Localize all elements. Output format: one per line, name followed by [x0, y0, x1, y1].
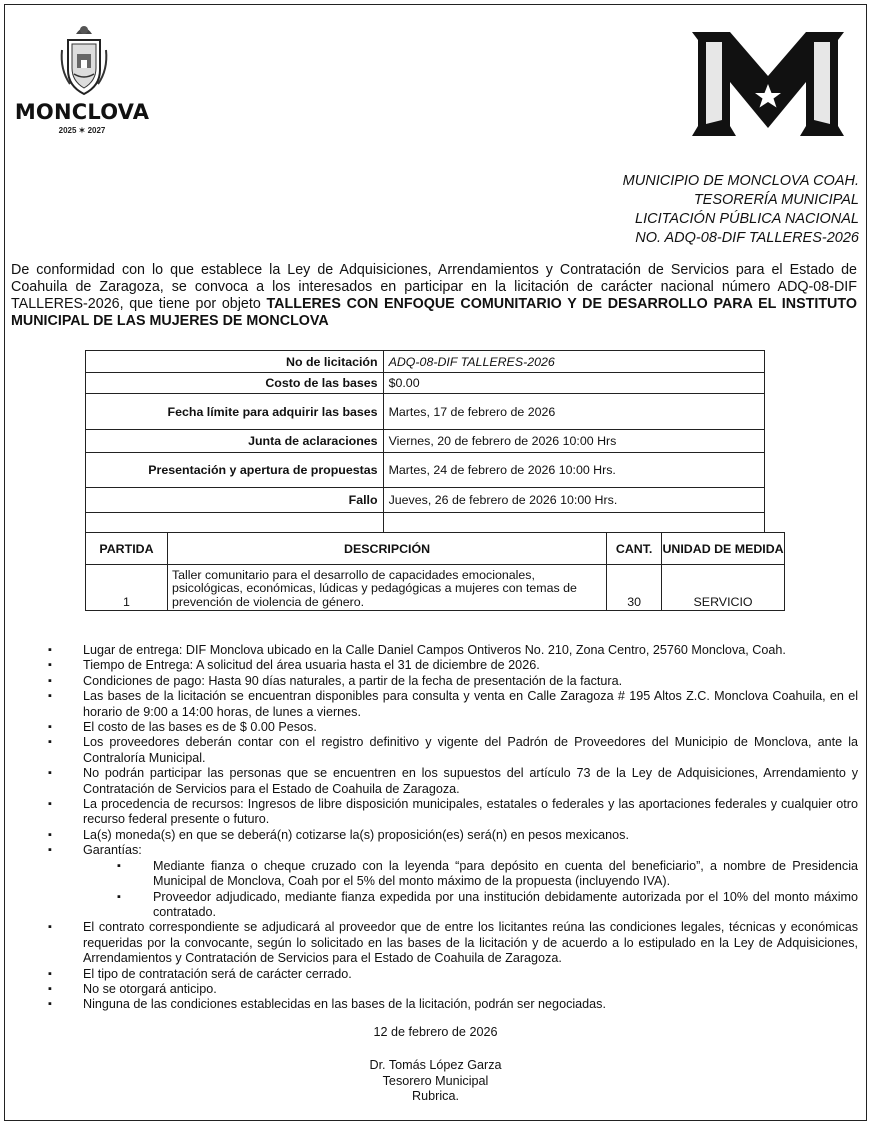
brand-years: 2025 ✶ 2027 [58, 126, 106, 135]
list-item: ▪ No se otorgará anticipo. [48, 982, 858, 997]
intro-object: TALLERES CON ENFOQUE COMUNITARIO Y DE DESARROLLO PARA EL INSTITUTO MUNICIPAL DE LAS MUJERES DE MONCLOVA [11, 296, 857, 329]
info-value: ADQ-08-DIF TALLERES-2026 [383, 351, 764, 373]
info-label: Fecha límite para adquirir las bases [86, 394, 384, 430]
info-value: Viernes, 20 de febrero de 2026 10:00 Hrs [383, 430, 764, 453]
info-label: Junta de aclaraciones [86, 430, 384, 453]
cell-unidad: SERVICIO [662, 565, 785, 611]
list-item: ▪ Tiempo de Entrega: A solicitud del área usuaria hasta el 31 de diciembre de 2026. [48, 658, 858, 673]
col-header-cant: CANT. [607, 533, 662, 565]
info-row [86, 394, 765, 430]
list-item: ▪ Proveedor adjudicado, mediante fianza expedida por una institución debidamente autorizada por el 10% del monto máximo contratado. [117, 890, 858, 921]
bid-info-table [85, 350, 765, 533]
header-block [623, 172, 859, 248]
list-item: ▪ Mediante fianza o cheque cruzado con la leyenda “para depósito en cuenta del beneficiario”, a nombre de Presidencia Municipal de Monclova, Coah por el 5% del monto máximo de la propuesta (incluyendo IVA). [117, 859, 858, 890]
info-row [86, 430, 765, 453]
col-header-unidad: UNIDAD DE MEDIDA [662, 533, 785, 565]
header-line: MUNICIPIO DE MONCLOVA COAH. [622, 173, 859, 189]
intro-text: De conformidad con lo que establece la Ley de Adquisiciones, Arrendamientos y Contratación de Servicios para el Estado de Coahuila de Zaragoza, se convoca a los interesados en participar en la licitación de carácter nacional número ADQ-08-DIF TALLERES-2026, que tiene por objeto [11, 262, 857, 312]
header-line: TESORERÍA MUNICIPAL [693, 192, 859, 208]
guarantees-label: Garantías: [83, 843, 142, 858]
signature-block [0, 1058, 871, 1105]
list-item: ▪ Las bases de la licitación se encuentran disponibles para consulta y venta en Calle Zaragoza # 195 Altos Z.C. Monclova Coahuila, en el horario de 9:00 a 14:00 horas, de lunes a viernes. [48, 689, 858, 720]
col-header-descripcion: DESCRIPCIÓN [167, 533, 606, 565]
cell-cant: 30 [607, 565, 662, 611]
list-item: ▪ La procedencia de recursos: Ingresos de libre disposición municipales, estatales o federales y las aportaciones federales y cualquier otro recurso federal presente o futuro. [48, 797, 858, 828]
monclova-logo [12, 20, 152, 140]
info-row [86, 373, 765, 394]
m-star-logo-icon [688, 30, 848, 138]
table-row [86, 565, 785, 611]
info-row-empty [86, 513, 765, 533]
items-table [85, 532, 785, 611]
info-label: No de licitación [86, 351, 384, 373]
guarantees-list [117, 859, 858, 921]
coat-of-arms-icon [56, 20, 112, 98]
list-item: ▪ El tipo de contratación será de carácter cerrado. [48, 967, 858, 982]
list-item: ▪ Lugar de entrega: DIF Monclova ubicado en la Calle Daniel Campos Ontiveros No. 210, Zona Centro, 25760 Monclova, Coah. [48, 643, 858, 658]
info-value: $0.00 [383, 373, 764, 394]
items-header-row [86, 533, 785, 565]
list-item: ▪ Los proveedores deberán contar con el registro definitivo y vigente del Padrón de Proveedores del Municipio de Monclova, ante la Contraloría Municipal. [48, 735, 858, 766]
cell-partida: 1 [86, 565, 168, 611]
list-item: ▪ Ninguna de las condiciones establecidas en las bases de la licitación, podrán ser negociadas. [48, 997, 858, 1012]
info-row [86, 453, 765, 488]
list-item: ▪ La(s) moneda(s) en que se deberá(n) cotizarse la(s) proposición(es) será(n) en pesos mexicanos. [48, 828, 858, 843]
issue-date: 12 de febrero de 2026 [373, 1025, 498, 1039]
header-line: LICITACIÓN PÚBLICA NACIONAL [635, 211, 859, 227]
list-item-guarantees [48, 843, 858, 920]
signature-note: Rubrica. [412, 1089, 459, 1103]
info-row [86, 488, 765, 513]
info-value: Martes, 17 de febrero de 2026 [383, 394, 764, 430]
info-row [86, 351, 765, 373]
info-label: Fallo [86, 488, 384, 513]
list-item: ▪ El contrato correspondiente se adjudicará al proveedor que de entre los licitantes reúna las condiciones legales, técnicas y económicas requeridas por la convocante, según lo solicitado en las bases de la licitación y de acuerdo a lo estipulado en la Ley de Adquisiciones, Arrendamientos y Contratación de Servicios para el Estado de Coahuila de Zaragoza. [48, 920, 858, 966]
list-item: ▪ El costo de las bases es de $ 0.00 Pesos. [48, 720, 858, 735]
list-item: ▪ No podrán participar las personas que se encuentren en los supuestos del artículo 73 de la Ley de Adquisiciones, Arrendamiento y Contratación de Servicios para el Estado de Coahuila de Zaragoza. [48, 766, 858, 797]
list-item: ▪ Condiciones de pago: Hasta 90 días naturales, a partir de la fecha de presentación de la factura. [48, 674, 858, 689]
signer-title: Tesorero Municipal [382, 1073, 489, 1088]
intro-paragraph [11, 262, 857, 330]
info-label: Presentación y apertura de propuestas [86, 453, 384, 488]
col-header-partida: PARTIDA [86, 533, 168, 565]
cell-descripcion: Taller comunitario para el desarrollo de capacidades emocionales, psicológicas, económicas, lúdicas y pedagógicas a mujeres con temas de prevención de violencia de género. [167, 565, 606, 611]
info-label: Costo de las bases [86, 373, 384, 394]
info-value: Martes, 24 de febrero de 2026 10:00 Hrs. [383, 453, 764, 488]
brand-name: MONCLOVA [14, 100, 150, 124]
signer-name: Dr. Tomás López Garza [369, 1058, 502, 1072]
header-line: NO. ADQ-08-DIF TALLERES-2026 [635, 230, 859, 246]
conditions-list [48, 643, 858, 1013]
info-value: Jueves, 26 de febrero de 2026 10:00 Hrs. [383, 488, 764, 513]
